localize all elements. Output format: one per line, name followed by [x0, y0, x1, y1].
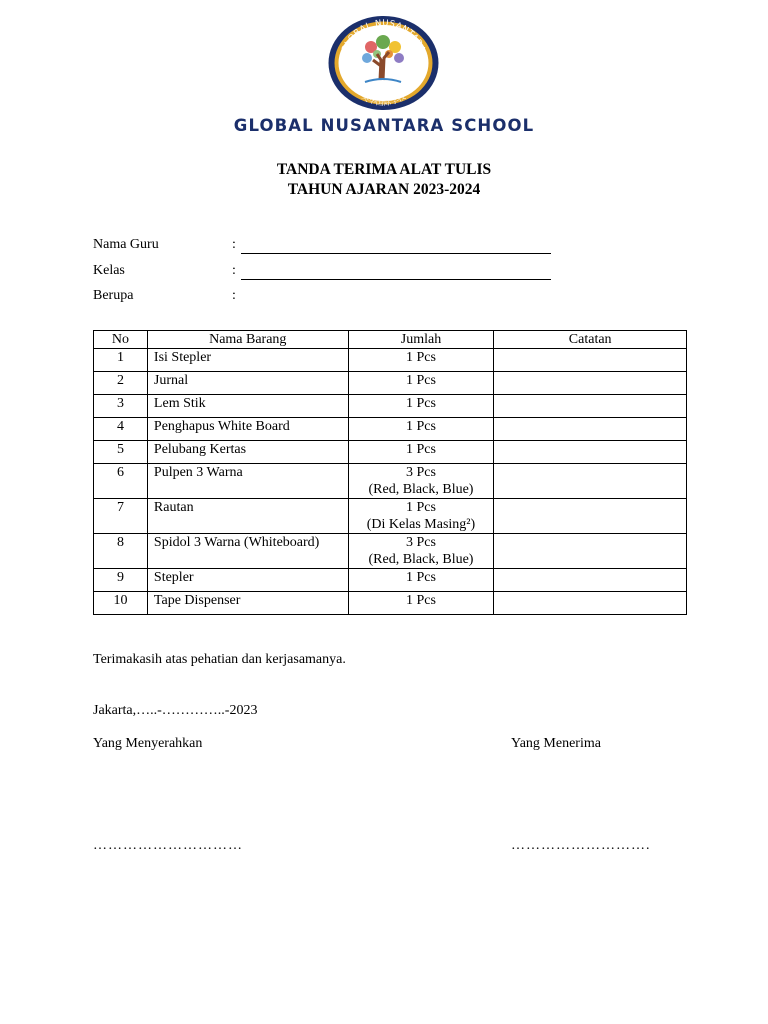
- cell-item: Jurnal: [147, 372, 348, 395]
- cell-no: 2: [94, 372, 148, 395]
- signature-line-left: …………………………: [93, 838, 243, 853]
- cell-no: 8: [94, 534, 148, 569]
- cell-note: [494, 418, 687, 441]
- table-row: [94, 418, 687, 441]
- qty-detail: (Red, Black, Blue): [368, 552, 474, 567]
- signature-label-left: Yang Menyerahkan: [93, 736, 203, 751]
- qty-value: 1 Pcs: [406, 570, 436, 585]
- cell-no: 3: [94, 395, 148, 418]
- cell-note: [494, 464, 687, 499]
- table-row: [94, 534, 687, 569]
- cell-item: Pulpen 3 Warna: [147, 464, 348, 499]
- cell-no: 4: [94, 418, 148, 441]
- document-title: TANDA TERIMA ALAT TULIS: [276, 161, 492, 178]
- cell-no: 7: [94, 499, 148, 534]
- cell-no: 1: [94, 349, 148, 372]
- cell-qty: [348, 441, 494, 464]
- cell-qty: [348, 499, 494, 534]
- cell-qty: [348, 534, 494, 569]
- header-no: No: [94, 331, 148, 349]
- cell-item: Rautan: [147, 499, 348, 534]
- cell-qty: [348, 464, 494, 499]
- header-catatan: Catatan: [494, 331, 687, 349]
- cell-item: Tape Dispenser: [147, 592, 348, 615]
- table-header-row: [94, 331, 687, 349]
- place-date: Jakarta,…..-…………..-2023: [93, 703, 258, 718]
- school-logo: [327, 14, 440, 112]
- logo-ring-text-top: GLOBAL NUSANTARA: [339, 18, 428, 55]
- header-jumlah: Jumlah: [348, 331, 494, 349]
- table-row: [94, 441, 687, 464]
- cell-item: Lem Stik: [147, 395, 348, 418]
- signature-label-right: Yang Menerima: [511, 736, 601, 751]
- cell-note: [494, 349, 687, 372]
- field-label: Kelas: [93, 263, 125, 278]
- thanks-text: Terimakasih atas pehatian dan kerjasamanya.: [93, 652, 346, 667]
- cell-note: [494, 569, 687, 592]
- field-colon: :: [232, 288, 236, 303]
- qty-value: 1 Pcs: [406, 442, 436, 457]
- cell-qty: [348, 372, 494, 395]
- cell-item: Spidol 3 Warna (Whiteboard): [147, 534, 348, 569]
- fill-line: [241, 253, 551, 254]
- qty-value: 1 Pcs: [406, 350, 436, 365]
- logo-ring-text-bottom: 英华国际学校: [359, 91, 408, 108]
- cell-no: 9: [94, 569, 148, 592]
- qty-detail: (Red, Black, Blue): [368, 482, 474, 497]
- school-name: GLOBAL NUSANTARA SCHOOL: [233, 116, 535, 135]
- qty-detail: (Di Kelas Masing²): [366, 517, 476, 532]
- field-label: Berupa: [93, 288, 134, 303]
- cell-note: [494, 441, 687, 464]
- document-subtitle: TAHUN AJARAN 2023-2024: [287, 181, 481, 198]
- cell-no: 6: [94, 464, 148, 499]
- items-table: [93, 330, 687, 615]
- table-row: [94, 395, 687, 418]
- table-row: [94, 349, 687, 372]
- cell-item: Pelubang Kertas: [147, 441, 348, 464]
- cell-item: Penghapus White Board: [147, 418, 348, 441]
- field-colon: :: [232, 263, 236, 278]
- header-nama-barang: Nama Barang: [147, 331, 348, 349]
- cell-qty: [348, 395, 494, 418]
- table-row: [94, 464, 687, 499]
- table-row: [94, 372, 687, 395]
- cell-qty: [348, 592, 494, 615]
- qty-value: 1 Pcs: [406, 419, 436, 434]
- qty-value: 1 Pcs: [406, 373, 436, 388]
- cell-note: [494, 499, 687, 534]
- cell-qty: [348, 349, 494, 372]
- cell-qty: [348, 418, 494, 441]
- field-label: Nama Guru: [93, 237, 159, 252]
- qty-value: 1 Pcs: [406, 593, 436, 608]
- cell-note: [494, 395, 687, 418]
- field-colon: :: [232, 237, 236, 252]
- cell-no: 10: [94, 592, 148, 615]
- cell-no: 5: [94, 441, 148, 464]
- table-row: [94, 592, 687, 615]
- table-row: [94, 569, 687, 592]
- qty-value: 1 Pcs: [406, 396, 436, 411]
- table-row: [94, 499, 687, 534]
- cell-item: Isi Stepler: [147, 349, 348, 372]
- cell-note: [494, 372, 687, 395]
- qty-value: 3 Pcs: [406, 465, 436, 480]
- signature-line-right: ……………………….: [511, 838, 651, 853]
- cell-note: [494, 592, 687, 615]
- qty-value: 1 Pcs: [406, 500, 436, 515]
- cell-item: Stepler: [147, 569, 348, 592]
- cell-note: [494, 534, 687, 569]
- qty-value: 3 Pcs: [406, 535, 436, 550]
- cell-qty: [348, 569, 494, 592]
- fill-line: [241, 279, 551, 280]
